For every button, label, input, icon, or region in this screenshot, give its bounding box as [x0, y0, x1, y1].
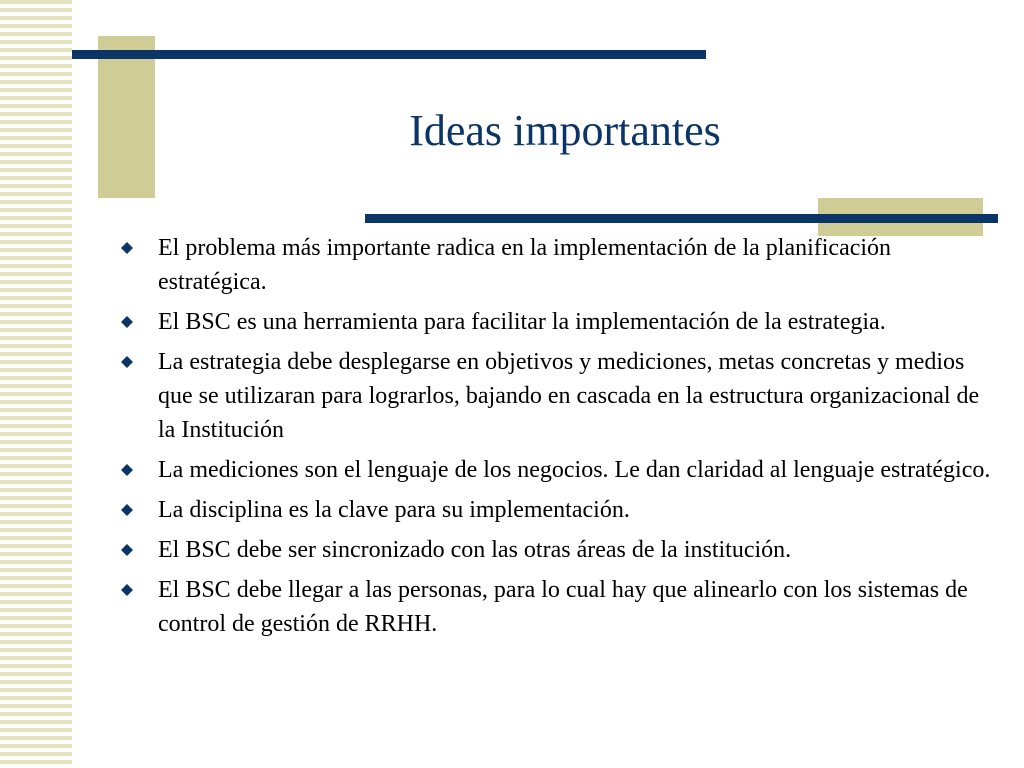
- diamond-bullet-icon: [120, 241, 134, 255]
- diamond-bullet-icon: [120, 543, 134, 557]
- diamond-bullet-icon: [120, 583, 134, 597]
- bullet-item: [118, 573, 998, 641]
- bullet-item: [118, 493, 998, 527]
- bullet-item: [118, 345, 998, 447]
- diamond-bullet-icon: [120, 315, 134, 329]
- title-top-rule: [72, 50, 706, 59]
- bullet-text: El problema más importante radica en la implementación de la planificación estratégica.: [158, 235, 892, 295]
- bullet-item: [118, 533, 998, 567]
- bullet-item: [118, 305, 998, 339]
- bullet-text: La disciplina es la clave para su implementación.: [158, 497, 630, 523]
- accent-block-top-left: [98, 36, 155, 198]
- diamond-bullet-icon: [120, 355, 134, 369]
- bullet-item: [118, 231, 998, 299]
- bullet-text: El BSC debe llegar a las personas, para lo cual hay que alinearlo con los sistemas de control de gestión de RRHH.: [158, 577, 968, 637]
- slide-title: Ideas importantes: [409, 106, 721, 155]
- bullet-item: [118, 453, 998, 487]
- striped-side-band: [0, 0, 72, 768]
- diamond-bullet-icon: [120, 463, 134, 477]
- bullet-list: [118, 231, 998, 647]
- diamond-bullet-icon: [120, 503, 134, 517]
- title-bottom-rule: [365, 214, 998, 223]
- bullet-text: La mediciones son el lenguaje de los negocios. Le dan claridad al lenguaje estratégico.: [158, 457, 991, 483]
- bullet-text: El BSC es una herramienta para facilitar la implementación de la estrategia.: [158, 309, 886, 335]
- bullet-text: La estrategia debe desplegarse en objetivos y mediciones, metas concretas y medios que se utilizaran para lograrlos, bajando en cascada en la estructura organizacional de la Institución: [158, 349, 980, 443]
- bullet-text: El BSC debe ser sincronizado con las otras áreas de la institución.: [158, 537, 792, 563]
